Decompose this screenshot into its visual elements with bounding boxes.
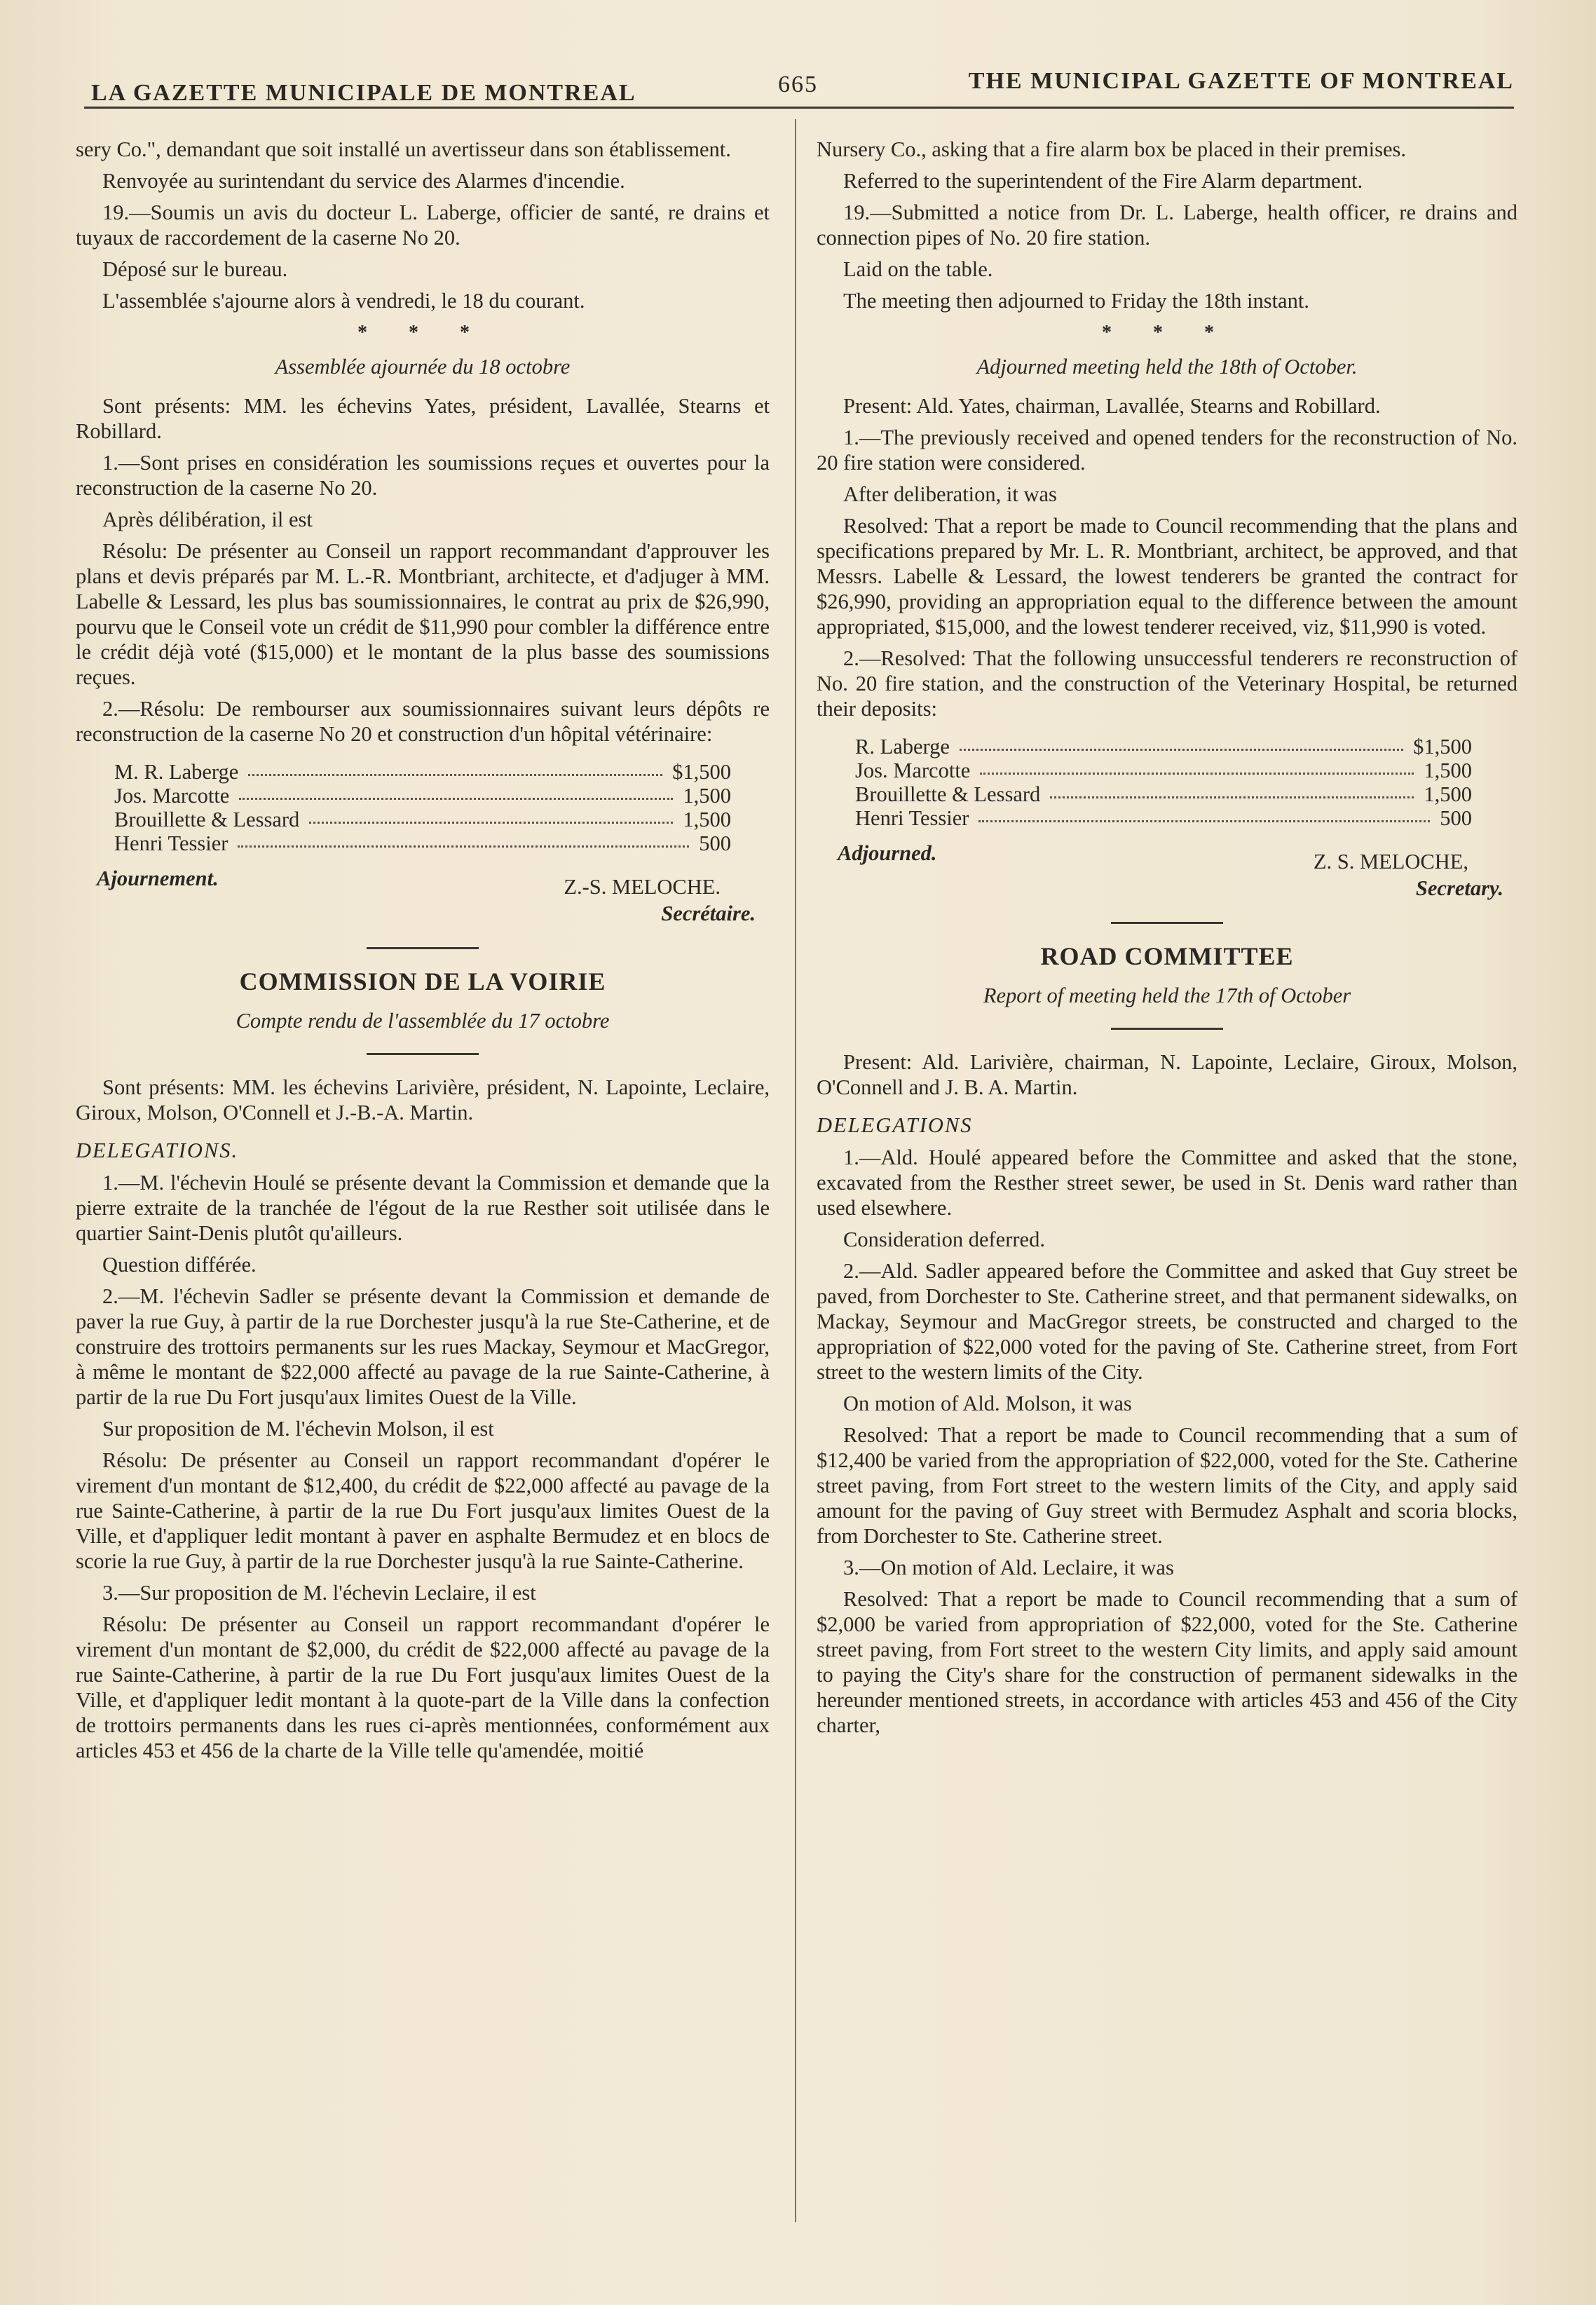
tender-amount: 1,500 <box>683 808 731 831</box>
paragraph: 1.—M. l'échevin Houlé se présente devant la Commission et demande que la pierre extraite de la tranchée de l'égout de la rue Resther soit utilisée dans le quartier Saint-Denis plutôt qu'ailleurs. <box>76 1171 770 1245</box>
paragraph: Renvoyée au surintendant du service des Alarmes d'incendie. <box>102 169 625 193</box>
adjournment-label: Adjourned. <box>838 841 937 865</box>
tender-amount: $1,500 <box>672 760 731 784</box>
paragraph: sery Co.", demandant que soit installé un avertisseur dans son établissement. <box>76 137 731 161</box>
paragraph: Sont présents: MM. les échevins Larivière, président, N. Lapointe, Leclaire, Giroux, Molson, O'Connell et J.-B.-A. Martin. <box>76 1075 770 1124</box>
tender-amount: 1,500 <box>683 784 731 808</box>
paragraph: Sont présents: MM. les échevins Yates, président, Lavallée, Stearns et Robillard. <box>76 394 770 443</box>
paragraph: Nursery Co., asking that a fire alarm box be placed in their premises. <box>817 137 1407 161</box>
section-rule <box>367 1053 479 1055</box>
paragraph: On motion of Ald. Molson, it was <box>843 1392 1132 1415</box>
paragraph: Déposé sur le bureau. <box>102 257 288 281</box>
paragraph: The meeting then adjourned to Friday the 18th instant. <box>843 289 1309 313</box>
paragraph: Present: Ald. Larivière, chairman, N. Lapointe, Leclaire, Giroux, Molson, O'Connell and J. B. A. Martin. <box>817 1050 1517 1099</box>
leader-dots <box>960 734 1403 751</box>
paragraph: Resolved: That a report be made to Council recommending that the plans and specifications prepared by Mr. L. R. Montbriant, architect, be approved, and that Messrs. Labelle & Lessard, the lowest tenderers be granted the contract for $26,990, providing an appropriation equal to the difference between the amount appropriated, $15,000, and the lowest tenderer received, viz, $11,990 is voted. <box>817 514 1517 639</box>
page-header <box>91 64 1514 107</box>
paragraph: 2.—Ald. Sadler appeared before the Committee and asked that Guy street be paved, from Dorchester to Ste. Catherine street, and that permanent sidewalks, on Mackay, Seymour and MacGregor streets, be constructed and charged to the appropriation of $22,000 voted for the paving of Ste. Catherine street, from Fort street to the western limits of the City. <box>817 1259 1517 1384</box>
secretary-title: Secretary. <box>1415 876 1503 900</box>
section-rule <box>1111 1028 1223 1030</box>
paragraph: 2.—M. l'échevin Sadler se présente devant la Commission et demande de paver la rue Guy, à partir de la rue Dorchester jusqu'à la rue Ste-Catherine, et de construire des trottoirs permanents sur les rues Mackay, Seymour et MacGregor, à même le montant de $22,000 affecté au pavage de la rue Sainte-Catherine, à partir de la rue Du Fort jusqu'aux limites Ouest de la Ville. <box>76 1284 770 1409</box>
tender-name: Brouillette & Lessard <box>855 782 1041 806</box>
page-number: 665 <box>778 72 818 97</box>
column-divider <box>795 119 796 2222</box>
leader-dots <box>238 831 689 848</box>
tender-name: Jos. Marcotte <box>855 759 971 782</box>
paragraph: Laid on the table. <box>843 257 993 281</box>
paragraph: 2.—Resolved: That the following unsuccessful tenderers re reconstruction of No. 20 fire station, and the construction of the Veterinary Hospital, be returned their deposits: <box>817 646 1517 721</box>
leader-dots <box>248 759 662 776</box>
meeting-title: Adjourned meeting held the 18th of October. <box>976 355 1358 379</box>
tender-name: Henri Tessier <box>855 806 969 830</box>
leader-dots <box>1050 782 1414 798</box>
tender-row <box>855 758 1472 782</box>
secretary-title: Secrétaire. <box>661 902 756 925</box>
tender-name: Brouillette & Lessard <box>114 808 300 831</box>
tender-row <box>114 783 731 807</box>
tender-amount: 1,500 <box>1424 759 1472 782</box>
tender-row <box>114 759 731 783</box>
french-column <box>76 137 770 1769</box>
section-subtitle: Compte rendu de l'assemblée du 17 octobre <box>236 1009 610 1033</box>
section-title: ROAD COMMITTEE <box>1040 942 1294 970</box>
secretary-name: Z.-S. MELOCHE. <box>564 875 721 899</box>
meeting-title: Assemblée ajournée du 18 octobre <box>275 355 571 379</box>
paragraph: Sur proposition de M. l'échevin Molson, il est <box>102 1417 494 1441</box>
header-rule <box>84 107 1514 109</box>
paragraph: Resolved: That a report be made to Council recommending that a sum of $2,000 be varied from appropriation of $22,000, voted for the Ste. Catherine street paving, from Fort street to the western City limits, and apply said amount to paying the City's share for the construction of permanent sidewalks in the hereunder mentioned streets, in accordance with articles 453 and 456 of the City charter, <box>817 1587 1517 1737</box>
tender-name: M. R. Laberge <box>114 760 239 784</box>
tender-amount: $1,500 <box>1413 735 1472 759</box>
paragraph: Consideration deferred. <box>843 1228 1045 1251</box>
signature-block <box>76 866 770 927</box>
tender-name: Jos. Marcotte <box>114 784 230 808</box>
paragraph: 19.—Submitted a notice from Dr. L. Laberge, health officer, re drains and connection pipes of No. 20 fire station. <box>817 200 1517 250</box>
secretary-name: Z. S. MELOCHE, <box>1313 850 1468 873</box>
tender-row <box>855 805 1472 829</box>
english-column <box>817 137 1517 1744</box>
section-subtitle: Report of meeting held the 17th of October <box>983 984 1351 1007</box>
section-stars: * * * <box>357 322 488 344</box>
delegations-heading: DELEGATIONS <box>817 1113 973 1137</box>
paragraph: Referred to the superintendent of the Fire Alarm department. <box>843 169 1363 193</box>
tender-row <box>114 831 731 855</box>
tender-name: Henri Tessier <box>114 831 229 855</box>
section-title: COMMISSION DE LA VOIRIE <box>239 967 606 995</box>
tender-row <box>114 807 731 831</box>
paragraph: L'assemblée s'ajourne alors à vendredi, le 18 du courant. <box>102 289 585 313</box>
leader-dots <box>980 758 1414 775</box>
paragraph: 1.—The previously received and opened tenders for the reconstruction of No. 20 fire station were considered. <box>817 426 1517 475</box>
paragraph: Resolved: That a report be made to Council recommending that a sum of $12,400 be varied from the appropriation of $22,000, voted for the Ste. Catherine street paving, from Fort street to the western limits of the City, and apply said amount for the paving of Guy street with Bermudez Asphalt and scoria blocks, from Dorchester to Ste. Catherine street. <box>817 1423 1517 1548</box>
tender-amount: 1,500 <box>1424 782 1472 806</box>
leader-dots <box>309 807 673 824</box>
paragraph: Present: Ald. Yates, chairman, Lavallée, Stearns and Robillard. <box>843 394 1381 418</box>
header-title-english: THE MUNICIPAL GAZETTE OF MONTREAL <box>968 68 1514 94</box>
section-stars: * * * <box>1102 322 1232 344</box>
paragraph: 2.—Résolu: De rembourser aux soumissionnaires suivant leurs dépôts re reconstruction de la caserne No 20 et construction d'un hôpital vétérinaire: <box>76 697 770 746</box>
paragraph: 3.—Sur proposition de M. l'échevin Leclaire, il est <box>102 1581 536 1605</box>
leader-dots <box>239 783 673 800</box>
paragraph: Résolu: De présenter au Conseil un rapport recommandant d'opérer le virement d'un montant de $2,000, du crédit de $22,000 affecté au pavage de la rue Sainte-Catherine, à partir de la rue Du Fort jusqu'aux limites Ouest de la Ville, et d'appliquer ledit montant à la quote-part de la Ville dans la confection de trottoirs permanents dans les rues ci-après mentionnées, conformément aux articles 453 et 456 de la charte de la Ville telle qu'amendée, moitié <box>76 1612 770 1762</box>
tender-row <box>855 782 1472 805</box>
header-title-french: LA GAZETTE MUNICIPALE DE MONTREAL <box>91 80 636 106</box>
paragraph: Question différée. <box>102 1253 257 1277</box>
paragraph: After deliberation, it was <box>843 482 1057 506</box>
signature-block <box>817 841 1517 902</box>
paragraph: Après délibération, il est <box>102 508 313 531</box>
leader-dots <box>978 805 1430 822</box>
paragraph: 19.—Soumis un avis du docteur L. Laberge, officier de santé, re drains et tuyaux de raccordement de la caserne No 20. <box>76 200 770 250</box>
paragraph: Résolu: De présenter au Conseil un rapport recommandant d'opérer le virement d'un montant de $12,400, du crédit de $22,000 affecté au pavage de la rue Sainte-Catherine, à partir de la rue Du Fort jusqu'aux limites Ouest de la Ville, et d'appliquer ledit montant à paver en asphalte Bermudez et en blocs de scorie la rue Guy, à partir de la rue Dorchester jusqu'à la rue Sainte-Catherine. <box>76 1448 770 1573</box>
delegations-heading: DELEGATIONS. <box>76 1138 239 1162</box>
paragraph: 1.—Ald. Houlé appeared before the Committee and asked that the stone, excavated from the Resther street sewer, be used in St. Denis ward rather than used elsewhere. <box>817 1145 1517 1220</box>
tender-amount: 500 <box>1440 806 1472 830</box>
paragraph: 1.—Sont prises en considération les soumissions reçues et ouvertes pour la reconstruction de la caserne No 20. <box>76 451 770 500</box>
tender-row <box>855 734 1472 758</box>
adjournment-label: Ajournement. <box>97 866 219 890</box>
section-rule <box>1111 922 1223 924</box>
paragraph: Résolu: De présenter au Conseil un rapport recommandant d'approuver les plans et devis préparés par M. L.-R. Montbriant, architecte, et d'adjuger à MM. Labelle & Lessard, les plus bas soumissionnaires, le contrat au prix de $26,990, pourvu que le Conseil vote un crédit de $11,990 pour combler la différence entre le crédit déjà voté ($15,000) et le montant de la plus basse des soumissions reçues. <box>76 539 770 689</box>
tender-name: R. Laberge <box>855 735 950 759</box>
tender-list <box>114 759 731 855</box>
tender-list <box>855 734 1472 829</box>
section-rule <box>367 947 479 949</box>
tender-amount: 500 <box>699 831 731 855</box>
paragraph: 3.—On motion of Ald. Leclaire, it was <box>843 1556 1174 1579</box>
